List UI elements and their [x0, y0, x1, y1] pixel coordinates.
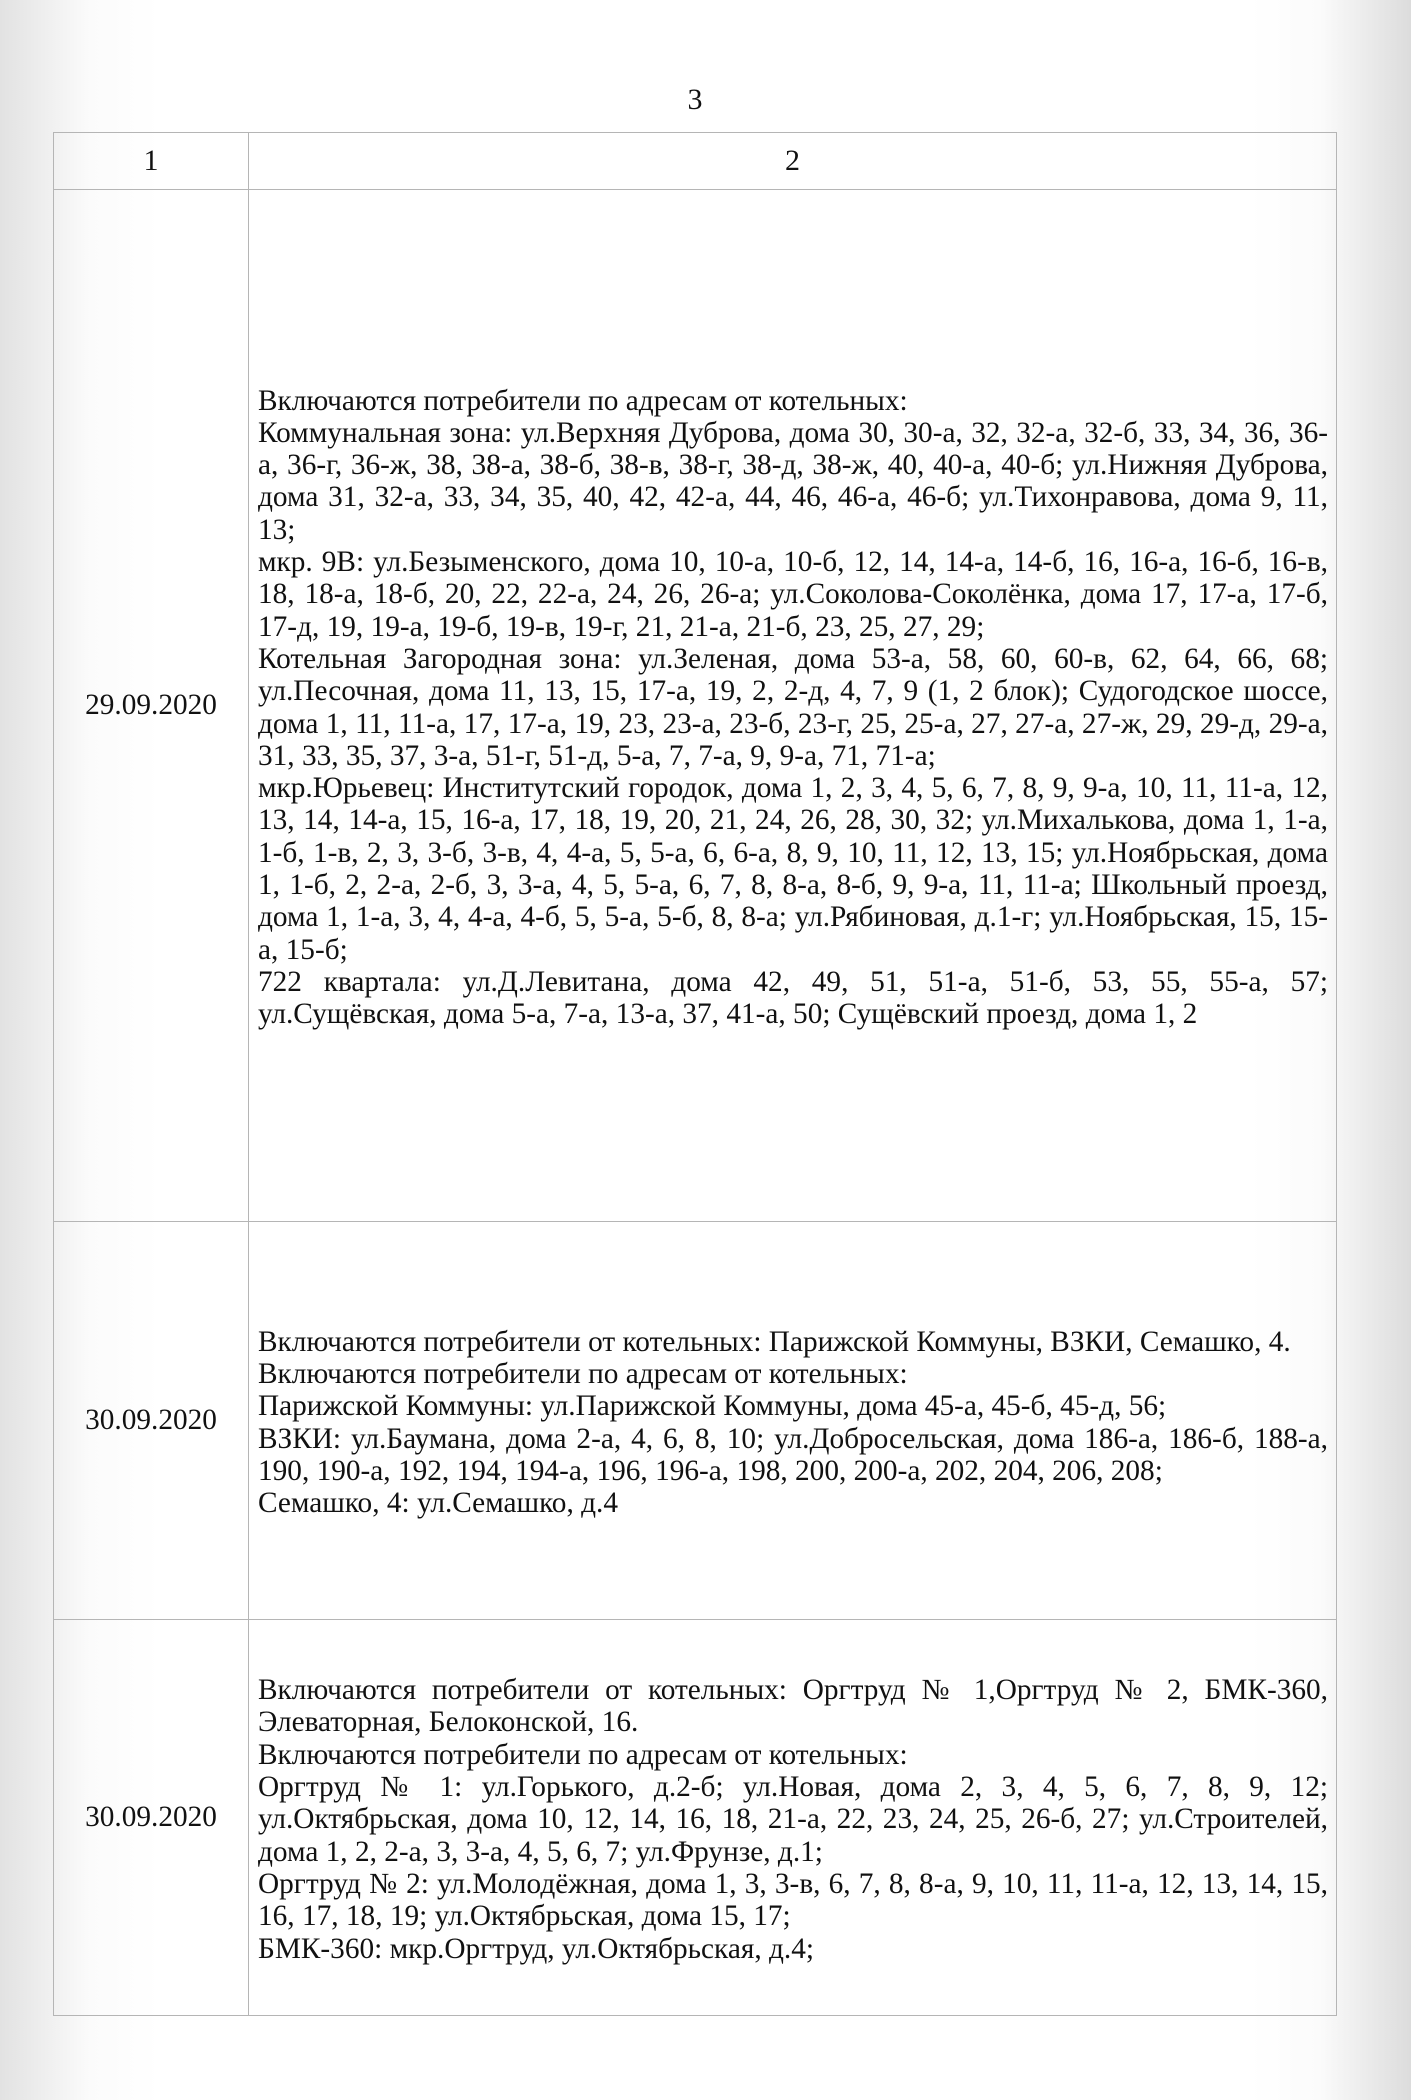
- table-row: [54, 1222, 1337, 1620]
- paragraph: Оргтруд № 1: ул.Горького, д.2-б; ул.Новая, дома 2, 3, 4, 5, 6, 7, 8, 9, 12; ул.Октябрьская, дома 10, 12, 14, 16, 18, 21-а, 22, 23, 24, 25, 26-б, 27; ул.Строителей, дома 1, 2, 2-а, 3, 3-а, 4, 5, 6, 7; ул.Фрунзе, д.1;: [258, 1771, 1328, 1868]
- paragraph: Включаются потребители по адресам от котельных:: [258, 1738, 908, 1771]
- column-header-1: 1: [54, 133, 249, 190]
- paragraph: мкр. 9В: ул.Безыменского, дома 10, 10-а, 10-б, 12, 14, 14-а, 14-б, 16, 16-а, 16-б, 16-в, 18, 18-а, 18-б, 20, 22, 22-а, 24, 26, 26-а; ул.Соколова-Соколёнка, дома 17, 17-а, 17-б, 17-д, 19, 19-а, 19-б, 19-в, 19-г, 21, 21-а, 21-б, 23, 25, 27, 29;: [258, 546, 1328, 643]
- content-cell: [249, 190, 1337, 1222]
- paragraph: Включаются потребители от котельных: Парижской Коммуны, ВЗКИ, Семашко, 4.: [258, 1325, 1291, 1358]
- paragraph: 722 квартала: ул.Д.Левитана, дома 42, 49, 51, 51-а, 51-б, 53, 55, 55-а, 57; ул.Сущёвская, дома 5-а, 7-а, 13-а, 37, 41-а, 50; Сущёвский проезд, дома 1, 2: [258, 965, 1328, 1031]
- column-header-2: 2: [249, 133, 1337, 190]
- paragraph: Оргтруд № 2: ул.Молодёжная, дома 1, 3, 3-в, 6, 7, 8, 8-а, 9, 10, 11, 11-а, 12, 13, 14, 15, 16, 17, 18, 19; ул.Октябрьская, дома 15, 17;: [258, 1867, 1328, 1933]
- paragraph: ВЗКИ: ул.Баумана, дома 2-а, 4, 6, 8, 10; ул.Добросельская, дома 186-а, 186-б, 188-а, 190, 190-а, 192, 194, 194-а, 196, 196-а, 198, 200, 200-а, 202, 204, 206, 208;: [258, 1422, 1328, 1487]
- paragraph: Котельная Загородная зона: ул.Зеленая, дома 53-а, 58, 60, 60-в, 62, 64, 66, 68; ул.Песочная, дома 11, 13, 15, 17-а, 19, 2, 2-д, 4, 7, 9 (1, 2 блок); Судогодское шоссе, дома 1, 11, 11-а, 17, 17-а, 19, 23, 23-а, 23-б, 23-г, 25, 25-а, 27, 27-а, 27-ж, 29, 29-д, 29-а, 31, 33, 35, 37, 3-а, 51-г, 51-д, 5-а, 7, 7-а, 9, 9-а, 71, 71-а;: [258, 642, 1328, 772]
- paragraph: Семашко, 4: ул.Семашко, д.4: [258, 1487, 618, 1520]
- table-row: [54, 1620, 1337, 2016]
- content-cell: [249, 1620, 1337, 2016]
- paragraph: мкр.Юрьевец: Институтский городок, дома 1, 2, 3, 4, 5, 6, 7, 8, 9, 9-а, 10, 11, 11-а, 12, 13, 14, 14-а, 15, 16-а, 17, 18, 19, 20, 21, 24, 26, 28, 30, 32; ул.Михалькова, дома 1, 1-а, 1-б, 1-в, 2, 3, 3-б, 3-в, 4, 4-а, 5, 5-а, 6, 6-а, 8, 9, 10, 11, 12, 13, 15; ул.Ноябрьская, дома 1, 1-б, 2, 2-а, 2-б, 3, 3-а, 4, 5, 5-а, 6, 7, 8, 8-а, 8-б, 9, 9-а, 11, 11-а; Школьный проезд, дома 1, 1-а, 3, 4, 4-а, 4-б, 5, 5-а, 5-б, 8, 8-а; ул.Рябиновая, д.1-г; ул.Ноябрьская, 15, 15-а, 15-б;: [258, 772, 1328, 966]
- paragraph: Коммунальная зона: ул.Верхняя Дуброва, дома 30, 30-а, 32, 32-а, 32-б, 33, 34, 36, 36-а, 36-г, 36-ж, 38, 38-а, 38-б, 38-в, 38-г, 38-д, 38-ж, 40, 40-а, 40-б; ул.Нижняя Дуброва, дома 31, 32-а, 33, 34, 35, 40, 42, 42-а, 44, 46, 46-а, 46-б; ул.Тихонравова, дома 9, 11, 13;: [258, 416, 1328, 546]
- paragraph: Включаются потребители по адресам от котельных:: [258, 384, 908, 417]
- table-header-row: [54, 133, 1337, 190]
- paragraph: Включаются потребители по адресам от котельных:: [258, 1357, 908, 1390]
- schedule-table: [53, 132, 1337, 2016]
- date-cell: 30.09.2020: [54, 1620, 249, 2016]
- paragraph: БМК-360: мкр.Оргтруд, ул.Октябрьская, д.4;: [258, 1932, 814, 1965]
- date-cell: 29.09.2020: [54, 190, 249, 1222]
- table-row: [54, 190, 1337, 1222]
- page-number: 3: [687, 83, 703, 116]
- paragraph: Включаются потребители от котельных: Оргтруд № 1,Оргтруд № 2, БМК-360, Элеваторная, Белоконской, 16.: [258, 1674, 1328, 1739]
- content-cell: [249, 1222, 1337, 1620]
- date-cell: 30.09.2020: [54, 1222, 249, 1620]
- paragraph: Парижской Коммуны: ул.Парижской Коммуны, дома 45-а, 45-б, 45-д, 56;: [258, 1390, 1167, 1423]
